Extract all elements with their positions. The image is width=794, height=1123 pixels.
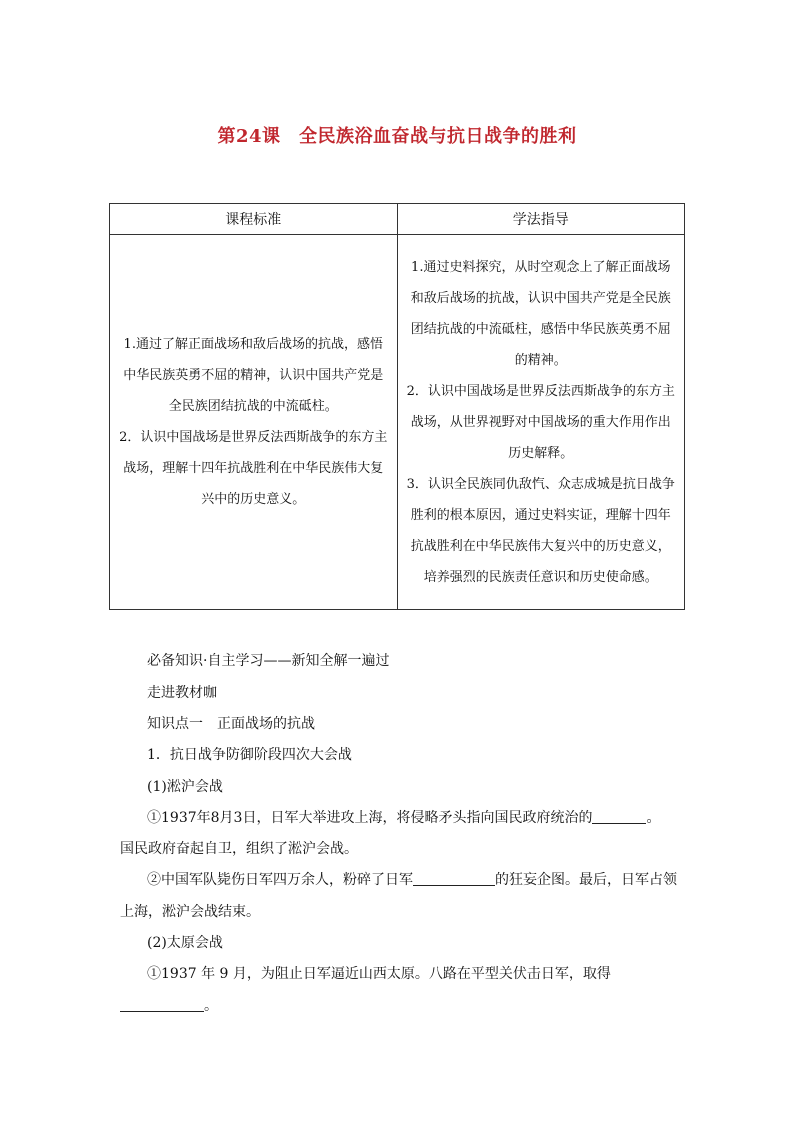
lesson-title: 第24课 全民族浴血奋战与抗日战争的胜利 bbox=[217, 126, 577, 147]
paragraph-line: 国民政府奋起自卫，组织了淞沪会战。 bbox=[120, 841, 358, 857]
knowledge-point-title: 知识点一 正面战场的抗战 bbox=[147, 716, 315, 732]
paragraph-text: 的狂妄企图。最后，日军占领 bbox=[495, 872, 677, 888]
paragraph-line: 上海，淞沪会战结束。 bbox=[120, 904, 260, 920]
header-standards: 课程标准 bbox=[110, 204, 398, 235]
paragraph-line bbox=[147, 807, 660, 827]
guidance-item: 3．认识全民族同仇敌忾、众志成城是抗日战争胜利的根本原因，通过史料实证，理解十四年抗战胜利在中华民族伟大复兴中的历史意义，培养强烈的民族责任意识和历史使命感。 bbox=[406, 476, 675, 585]
fill-blank[interactable] bbox=[120, 997, 204, 1012]
table-header-row bbox=[110, 204, 685, 235]
curriculum-table bbox=[109, 203, 685, 610]
standards-cell bbox=[110, 235, 398, 610]
paragraph-text: 。 bbox=[646, 810, 661, 826]
section-subheading: 走进教材咖 bbox=[147, 685, 217, 701]
guidance-item: 2．认识中国战场是世界反法西斯战争的东方主战场，从世界视野对中国战场的重大作用作出历史解释。 bbox=[406, 383, 675, 461]
paragraph-line: ①1937 年 9 月，为阻止日军逼近山西太原。八路在平型关伏击日军，取得 bbox=[147, 966, 611, 982]
paragraph-text: ①1937年8月3日，日军大举进攻上海，将侵略矛头指向国民政府统治的 bbox=[147, 810, 593, 826]
paragraph-line bbox=[147, 869, 677, 889]
paragraph-line bbox=[120, 995, 218, 1015]
item-title: 1．抗日战争防御阶段四次大会战 bbox=[147, 747, 352, 763]
header-guidance: 学法指导 bbox=[397, 204, 685, 235]
standard-item: 2．认识中国战场是世界反法西斯战争的东方主战场，理解十四年抗战胜利在中华民族伟大复兴中的历史意义。 bbox=[119, 430, 388, 507]
fill-blank[interactable] bbox=[413, 871, 495, 886]
table-row bbox=[110, 235, 685, 610]
guidance-item: 1.通过史料探究，从时空观念上了解正面战场和敌后战场的抗战，认识中国共产党是全民族团结抗战的中流砥柱，感悟中华民族英勇不屈的精神。 bbox=[410, 259, 671, 368]
subsection-title: (1)淞沪会战 bbox=[147, 779, 223, 795]
fill-blank[interactable] bbox=[592, 809, 646, 824]
paragraph-text: 。 bbox=[204, 998, 218, 1014]
standard-item: 1.通过了解正面战场和敌后战场的抗战，感悟中华民族英勇不屈的精神，认识中国共产党是全民族团结抗战的中流砥柱。 bbox=[123, 337, 384, 414]
section-heading: 必备知识·自主学习——新知全解一遍过 bbox=[147, 653, 390, 669]
guidance-cell bbox=[397, 235, 685, 610]
paragraph-text: ②中国军队毙伤日军四万余人，粉碎了日军 bbox=[147, 872, 413, 888]
subsection-title: (2)太原会战 bbox=[147, 935, 223, 951]
